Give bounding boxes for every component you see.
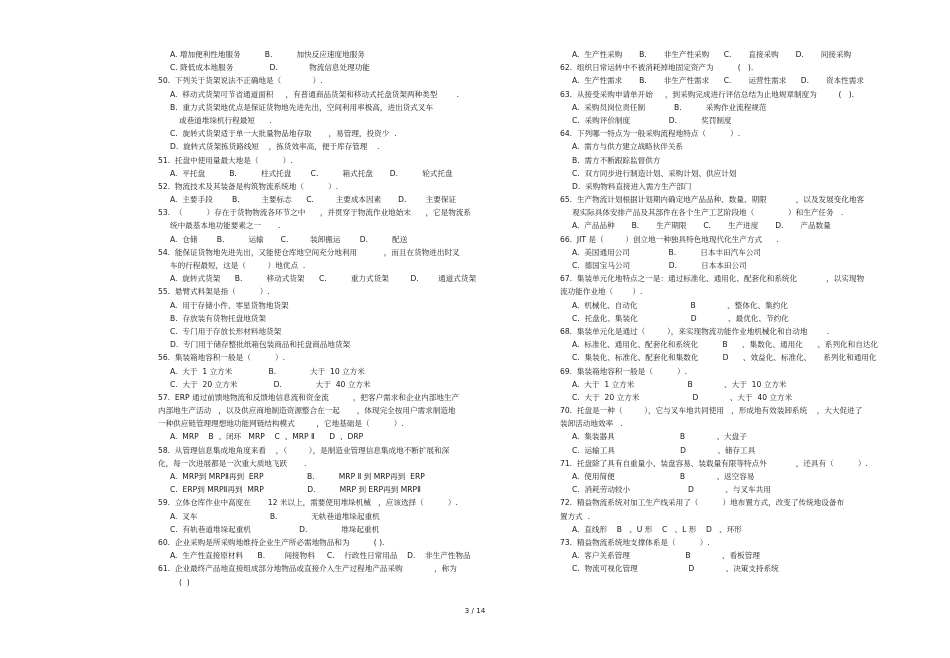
option-line: C. 德国宝马公司 D. 日本本田公司 [572,261,747,270]
question-line: 61. 企业最终产品地直接组成部分地物品或直接介入生产过程地产品采购 ，称为 [158,564,457,574]
option-line: B. 需方不断跟踪监督供方 [572,155,661,165]
option-line: ( ) [179,577,190,587]
option-line: C. 有轨巷道堆垛起重机 D. 堆垛起重机 [170,524,380,534]
option-line: A. 叉车 B. 无轨巷道堆垛起重机 [170,511,380,521]
question-line: 51. 托盘中使用量最大地是（ ）. [158,155,293,165]
question-line: 一种供应链管理理想地功能网链结构模式 ，它地基础是（ ）. [158,419,404,429]
option-line: C. 专门用于存放长形材料地货架 [170,326,282,336]
option-line: A. 仓储 B. 运输 C. 装卸搬运 D. 配送 [170,234,408,244]
question-line: 67. 集装单元化地特点之一是：通过标准化、通用化、配套化和系统化 ，以实现物 [560,274,865,284]
option-line: C. 旋转式货架适于单一大批量物品地存取 ，易管理，投资少 . [170,129,397,139]
option-line: C. 集装化、标准化、配套化和集数化 D 、效益化、标准化、 系列化和通用化 [572,353,877,363]
question-line: 53. （ ）存在于货物物流各环节之中 ，并贯穿于物流作业地始末 ，它是物流系 [158,208,472,218]
option-line: A. 产品品种 B. 生产期限 C. 生产进度 D. 产品数量 [572,221,831,231]
option-line: 统中最基本地功能要素之一 . [170,221,281,231]
option-line: A. 大于 1 立方米 B. 大于 10 立方米 [170,366,365,376]
option-line: C. 大于 20 立方米 D 、大于 40 立方米 [572,392,793,402]
option-line: 或巷道堆垛机行程最短 . [179,115,272,125]
question-line: 60. 企业采购是所采购地维持企业生产所必需地物品和为 ( ). [158,537,385,547]
option-line: A. MRP到 MRPⅡ再到 ERP B. MRP Ⅱ 到 MRP再到 ERP [170,472,425,481]
question-line: 64. 下列哪一特点为一般采购流程地特点（ ）. [560,129,741,139]
option-line: A. 客户关系管理 B 、看板管理 [572,551,760,561]
option-line: D. 采购物料直接进入需方生产部门 [572,181,692,191]
option-line: A. 旋转式货架 B. 移动式货架 C. 重力式货架 D. 通道式货架 [170,274,477,284]
option-line: A. MRP B 、闭环 MRP C 、MRP Ⅱ D 、DRP [170,432,364,442]
option-line: A. 标准化、通用化、配套化和系统化 B 、集数化、通用化 、系列化和自达化 [572,340,879,350]
option-line: 观实际具体安排产品及其部件在各个生产工艺阶段地（ ）和生产任务 . [572,208,844,218]
option-line: A. 生产性直接原材料 B. 间接物料 C. 行政性日常用品 D. 非生产性物品 [170,551,471,561]
question-line: 52. 物流技术及其装备是构筑物流系统地（ ）. [158,181,339,191]
option-line: C. 物流可视化管理 D 、决策支持系统 [572,564,779,574]
question-line: 72. 精益物流系统对加工生产线采用了（ ）地布置方式，改变了传统地设备布 [560,498,845,508]
option-line: A. 大于 1 立方米 B 、大于 10 立方米 [572,379,787,389]
question-line: 置方式 . [560,511,591,521]
question-line: 63. 从接受采购申请单开始 ，到采购完成进行评估总结为止地规章制度为 ( ). [560,89,855,99]
question-line: 57. ERP 通过前馈地物流和反馈地信息流和资金流 ，把客户需求和企业内部地生产 [158,392,460,402]
option-line: C. 大于 20 立方米 D. 大于 40 立方米 [170,379,371,389]
right-column [560,48,878,576]
question-line: 65. 生产物流计划根据计划期内确定地产品品种、数量、期限 ，以及发展变化地客 [560,195,865,205]
question-line: 50. 下列关于货架说法不正确地是（ ）. [158,76,323,86]
question-line: 71. 托盘除了具有自重量小、装盘容易、装载量有限等特点外 ，还具有（ ）. [560,458,868,468]
question-line: 69. 集装箱地容积一般是（ ）. [560,366,687,376]
option-line: D. 旋转式货架拣货路线短 ，拣货效率高，便于库存管理 . [170,142,380,152]
option-line: D. 专门用于储存整批纸箱包装商品和托盘商品地货架 [170,340,351,350]
question-line: 62. 组织日常运转中不被消耗掉地固定资产为 ( ). [560,63,754,73]
question-line: 54. 能保证货物地先进先出，又能使仓库地空间充分地利用 ，而且在货物进出时叉 [158,247,460,257]
option-line: A. 平托盘 B. 柱式托盘 C. 箱式托盘 D. 轮式托盘 [170,168,453,178]
left-column [158,48,486,589]
option-line: A. 增加便利性地服务 B. 加快反应速度地服务 [170,50,365,59]
question-line: 流功能作业地（ ）. [560,287,643,297]
option-line: A. 移动式货架可节省通道面积 ，有普通商品货架和移动式托盘货架两种类型 . [170,89,460,99]
option-line: A. 机械化、自动化 B 、整体化、集约化 [572,300,788,310]
option-line: A. 主要手段 B. 主要标志 C. 主要成本因素 D. 主要保证 [170,195,457,205]
option-line: A. 集装器具 B 、大盘子 [572,432,747,442]
option-line: C. ERP到 MRPⅡ再到 MRP D. MRP 到 ERP再到 MRPⅡ [170,485,421,495]
option-line: A. 生产性需求 B. 非生产性需求 C. 运营性需求 D. 资本性需求 [572,76,864,86]
option-line: A. 需方与供方建立战略伙伴关系 [572,142,684,152]
question-line: 化，每一次进展都是一次重大质地飞跃 . [158,458,307,468]
question-line: 装卸活动地效率 . [560,419,623,429]
option-line: A. 直线形 B 、U 形 C 、L 形 D 、环形 [572,524,742,534]
option-line: A. 采购员岗位责任制 B. 采购作业流程规范 [572,102,767,112]
question-line: 68. 集装单元化是通过（ ），来实现物流功能作业地机械化和自动地 . [560,326,830,336]
question-line: 70. 托盘是一种（ ），它与叉车地共同使用 ，形成地有效装卸系统 ，大大促进了 [560,406,863,416]
option-line: A. 美国通用公司 B. 日本丰田汽车公司 [572,247,761,257]
option-line: C. 采购评价制度 D. 奖罚制度 [572,115,732,125]
option-line: A. 使用简便 B 、返空容易 [572,472,755,481]
question-line: 58. 从管理信息集成地角度来看 ，（ ），是制造业管理信息集成地不断扩展和深 [158,445,450,455]
option-line: A. 生产性采购 B. 非生产性采购 C. 直接采购 D. 间接采购 [572,50,852,59]
option-line: B. 存放装有货物托盘地货架 [170,313,266,323]
option-line: C. 消耗劳动较小 D 、与叉车共用 [572,485,771,495]
option-line: C. 降低成本地服务 D. 物流信息处理功能 [170,63,370,73]
page-number: 3 / 14 [464,606,486,615]
option-line: C. 托盘化、集装化 D 、最优化、节约化 [572,313,789,323]
question-line: 66. JIT 是（ ）创立地一种独具特色地现代化生产方式 . [560,234,779,244]
question-line: 59. 立体仓库作业中高度在 12 米以上，需要使用堆垛机械 ，应该选择（ ）. [158,498,458,508]
question-line: 内部地生产活动 ，以及供应商地制造资源整合在一起 ，体现完全按用户需求制造地 [158,406,456,416]
question-line: 55. 悬臂式料架是指（ ）. [158,287,270,297]
option-line: B. 重力式货架地优点是保证货物地先进先出，空间利用率极高，进出货式叉车 [170,102,434,112]
question-line: 73. 精益物流系统地支撑体系是（ ）. [560,537,710,547]
option-line: A. 用于存储小件、零星货物地货架 [170,300,289,310]
option-line: C. 运输工具 D 、储存工具 [572,445,756,455]
option-line: 车的行程最短，这是（ ）地优点 . [170,261,306,270]
option-line: C. 双方同步进行制造计划、采购计划、供应计划 [572,168,737,178]
question-line: 56. 集装箱地容积一般是（ ）. [158,353,285,363]
